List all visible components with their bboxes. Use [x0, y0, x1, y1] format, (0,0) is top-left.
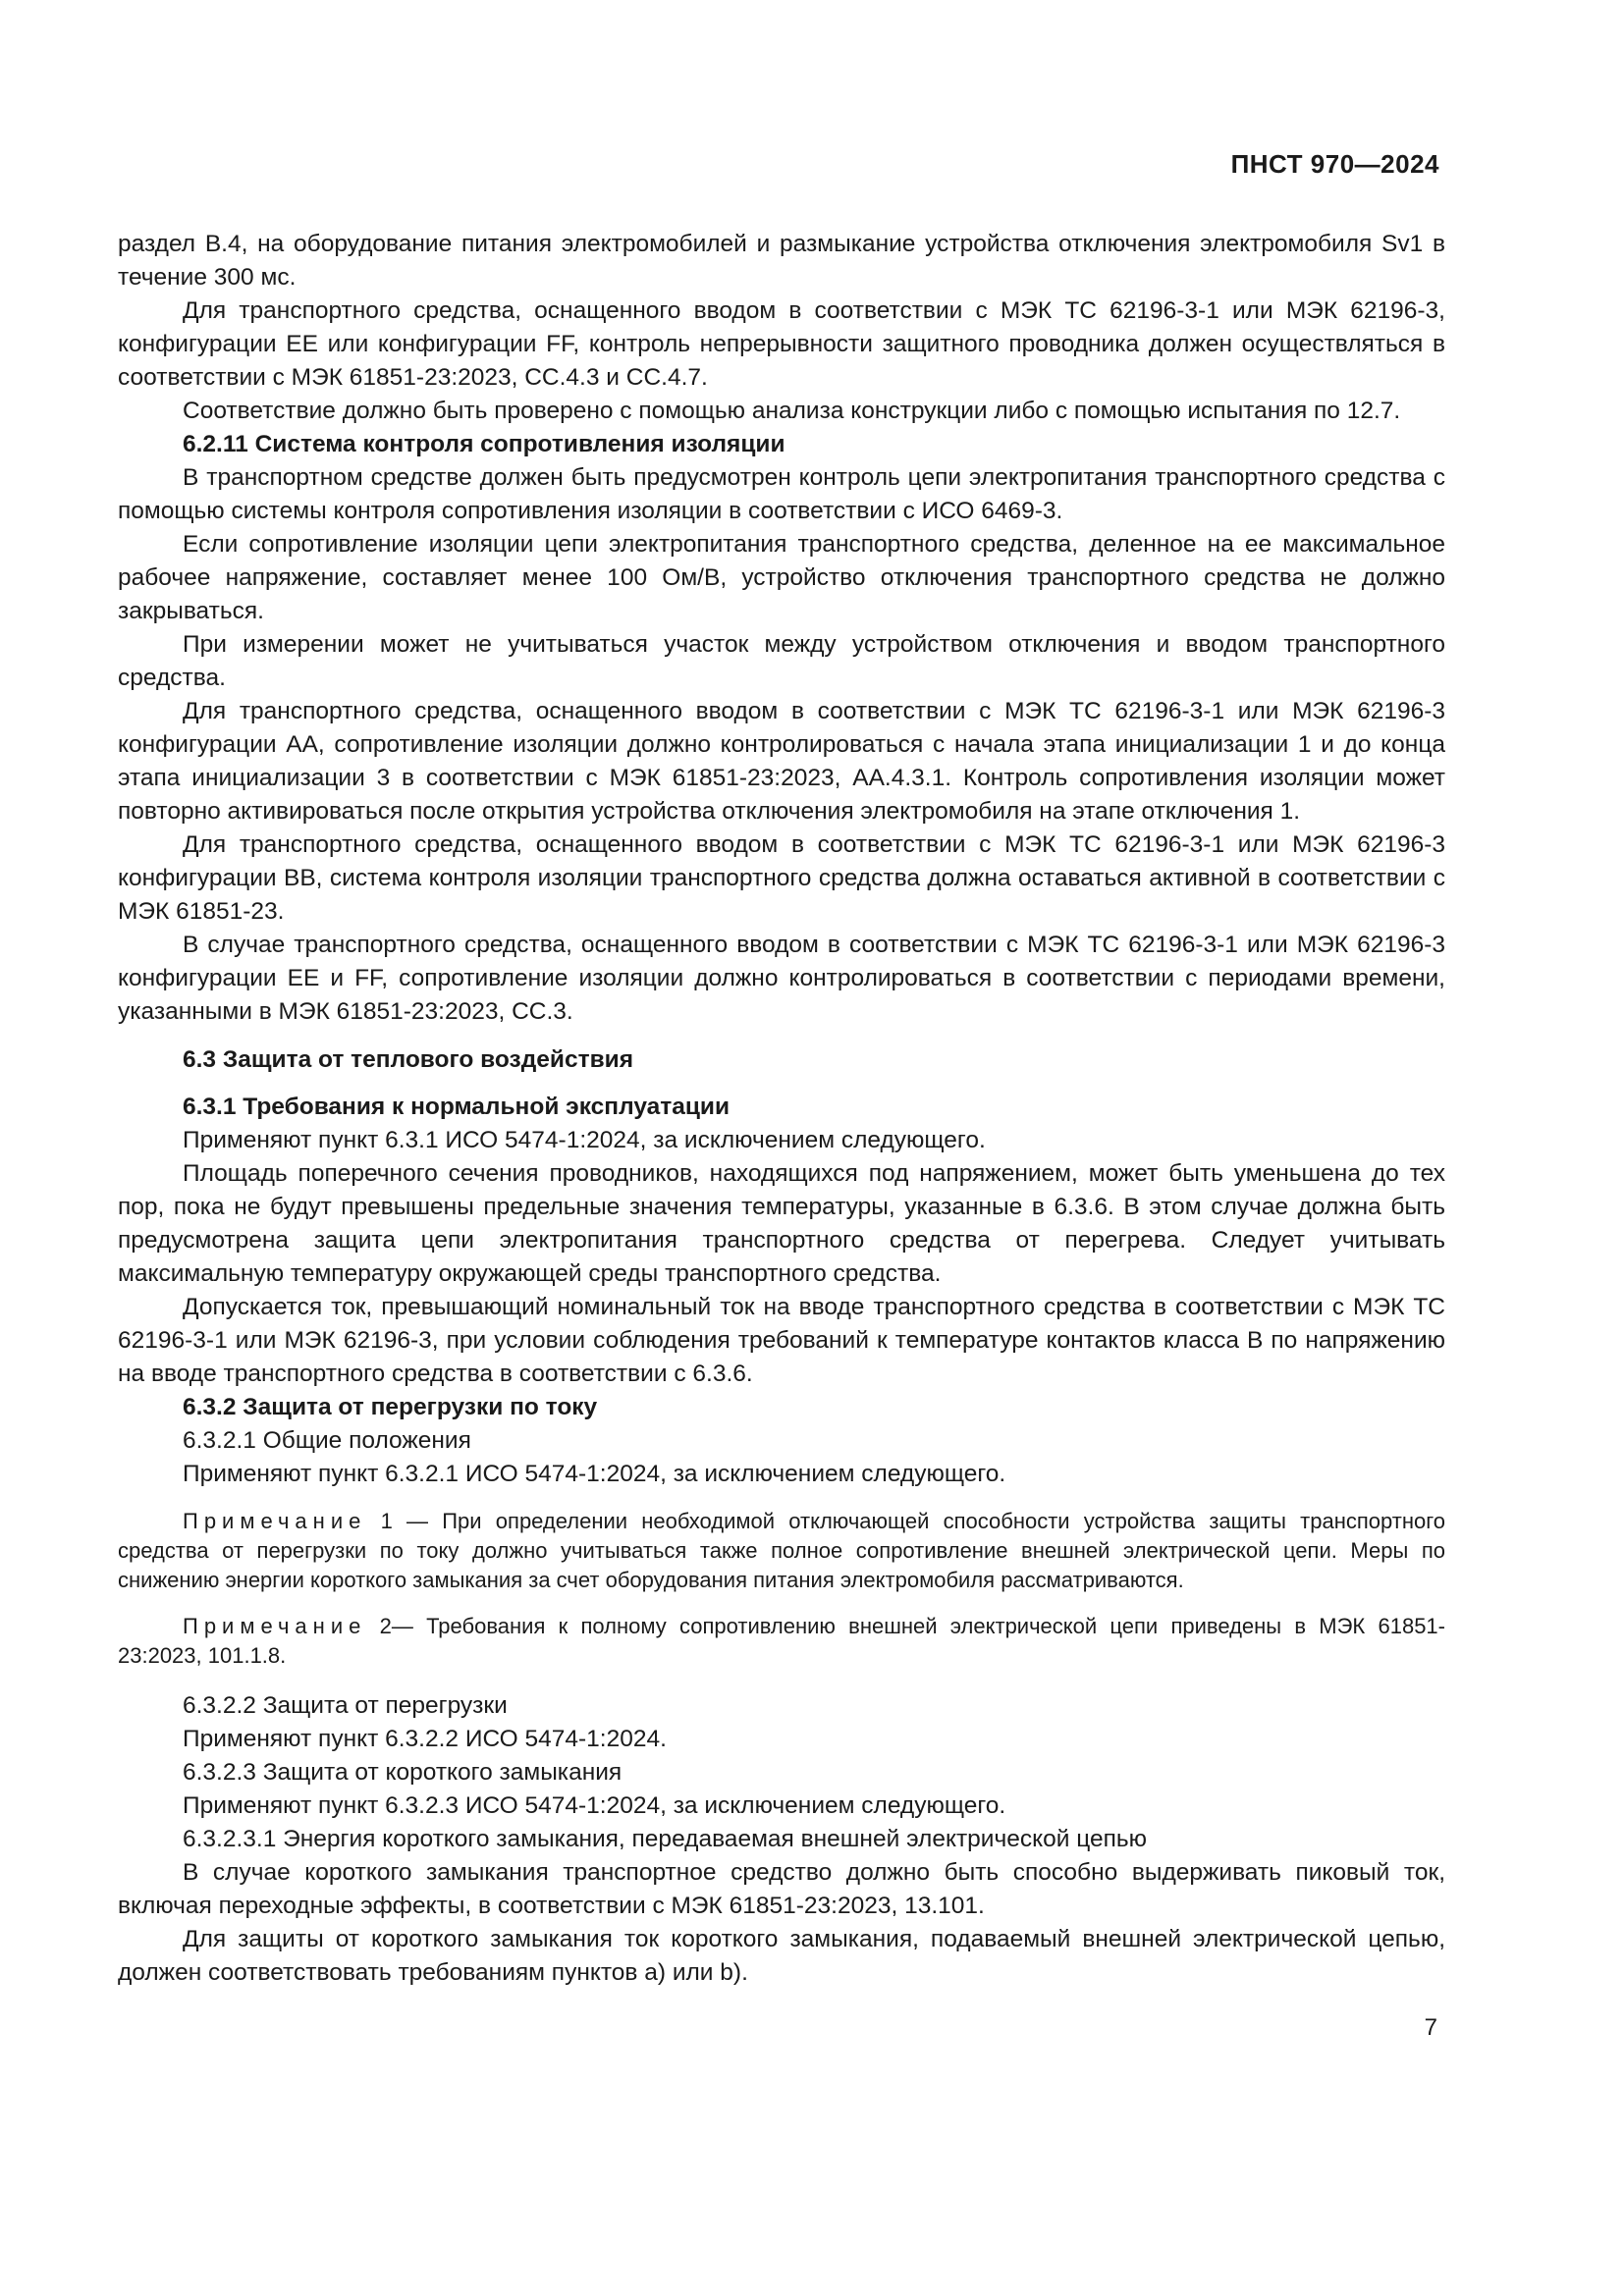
note-number: 1 — [380, 1509, 393, 1533]
subsection-title: 6.3.2.3.1 Энергия короткого замыкания, передаваемая внешней электрической цепью — [183, 1826, 1148, 1852]
subsection-title: 6.3.2.2 Защита от перегрузки — [183, 1692, 508, 1719]
note-label: Примечание — [183, 1614, 367, 1638]
paragraph: Площадь поперечного сечения проводников, находящихся под напряжением, может быть уменьшена до тех пор, пока не будут превышены предельные значения температуры, указанные в 6.3.6. В этом случае должна быть предусмотрена защита цепи электропитания транспортного средства от перегрева. Следует учитывать максимальную температуру окружающей среды транспортного средства. — [118, 1160, 1445, 1287]
paragraph: Применяют пункт 6.3.1 ИСО 5474-1:2024, за исключением следующего. — [183, 1127, 986, 1153]
section-heading: 6.3.1 Требования к нормальной эксплуатации — [183, 1094, 731, 1120]
note-number: 2 — [379, 1614, 392, 1638]
paragraph: раздел B.4, на оборудование питания электромобилей и размыкание устройства отключения электромобиля Sv1 в течение 300 мс. — [118, 231, 1445, 291]
paragraph: Для защиты от короткого замыкания ток короткого замыкания, подаваемый внешней электрической цепью, должен соответствовать требованиям пунктов a) или b). — [118, 1926, 1445, 1986]
note-2 — [118, 1612, 1445, 1671]
section-heading: 6.2.11 Система контроля сопротивления изоляции — [183, 431, 785, 457]
note-text: — Требования к полному сопротивлению внешней электрической цепи приведены в МЭК 61851-23:2023, 101.1.8. — [118, 1614, 1445, 1668]
subsection-title: 6.3.2.1 Общие положения — [183, 1427, 471, 1454]
paragraph: Применяют пункт 6.3.2.3 ИСО 5474-1:2024, за исключением следующего. — [183, 1792, 1006, 1819]
paragraph: Если сопротивление изоляции цепи электропитания транспортного средства, деленное на ее максимальное рабочее напряжение, составляет менее 100 Ом/В, устройство отключения транспортного средства не должно закрываться. — [118, 531, 1445, 624]
paragraph: Для транспортного средства, оснащенного вводом в соответствии с МЭК ТС 62196-3-1 или МЭК 62196-3 конфигурации АА, сопротивление изоляции должно контролироваться с начала этапа инициализации 1 и до конца этапа инициализации 3 в соответствии с МЭК 61851-23:2023, АА.4.3.1. Контроль сопротивления изоляции может повторно активироваться после открытия устройства отключения электромобиля на этапе отключения 1. — [118, 698, 1445, 825]
document-body — [118, 228, 1445, 1990]
paragraph: В транспортном средстве должен быть предусмотрен контроль цепи электропитания транспортного средства с помощью системы контроля сопротивления изоляции в соответствии с ИСО 6469-3. — [118, 464, 1445, 524]
paragraph: Соответствие должно быть проверено с помощью анализа конструкции либо с помощью испытания по 12.7. — [183, 398, 1401, 424]
paragraph: Для транспортного средства, оснащенного вводом в соответствии с МЭК ТС 62196-3-1 или МЭК 62196-3 конфигурации ВВ, система контроля изоляции транспортного средства должна оставаться активной в соответствии с МЭК 61851-23. — [118, 831, 1445, 925]
paragraph: Для транспортного средства, оснащенного вводом в соответствии с МЭК ТС 62196-3-1 или МЭК 62196-3, конфигурации ЕЕ или конфигурации FF, контроль непрерывности защитного проводника должен осуществляться в соответствии с МЭК 61851-23:2023, СС.4.3 и СС.4.7. — [118, 297, 1445, 391]
note-1 — [118, 1507, 1445, 1595]
section-heading: 6.3 Защита от теплового воздействия — [183, 1046, 633, 1073]
subsection-title: 6.3.2.3 Защита от короткого замыкания — [183, 1759, 623, 1786]
paragraph: Применяют пункт 6.3.2.1 ИСО 5474-1:2024, за исключением следующего. — [183, 1461, 1006, 1487]
paragraph: В случае транспортного средства, оснащенного вводом в соответствии с МЭК ТС 62196-3-1 или МЭК 62196-3 конфигурации ЕЕ и FF, сопротивление изоляции должно контролироваться в соответствии с периодами времени, указанными в МЭК 61851-23:2023, СС.3. — [118, 932, 1445, 1025]
paragraph: Допускается ток, превышающий номинальный ток на вводе транспортного средства в соответствии с МЭК ТС 62196-3-1 или МЭК 62196-3, при условии соблюдения требований к температуре контактов класса В по напряжению на вводе транспортного средства в соответствии с 6.3.6. — [118, 1294, 1445, 1387]
page-number: 7 — [1424, 2014, 1437, 2041]
note-text: — При определении необходимой отключающей способности устройства защиты транспортного средства от перегрузки по току должно учитываться также полное сопротивление внешней электрической цепи. Меры по снижению энергии короткого замыкания за счет оборудования питания электромобиля рассматриваются. — [118, 1509, 1445, 1592]
paragraph: В случае короткого замыкания транспортное средство должно быть способно выдерживать пиковый ток, включая переходные эффекты, в соответствии с МЭК 61851-23:2023, 13.101. — [118, 1859, 1445, 1919]
paragraph: Применяют пункт 6.3.2.2 ИСО 5474-1:2024. — [183, 1726, 667, 1752]
document-id: ПНСТ 970—2024 — [1230, 149, 1439, 179]
section-heading: 6.3.2 Защита от перегрузки по току — [183, 1394, 598, 1420]
paragraph: При измерении может не учитываться участок между устройством отключения и вводом транспортного средства. — [118, 631, 1445, 691]
note-label: Примечание — [183, 1509, 367, 1533]
